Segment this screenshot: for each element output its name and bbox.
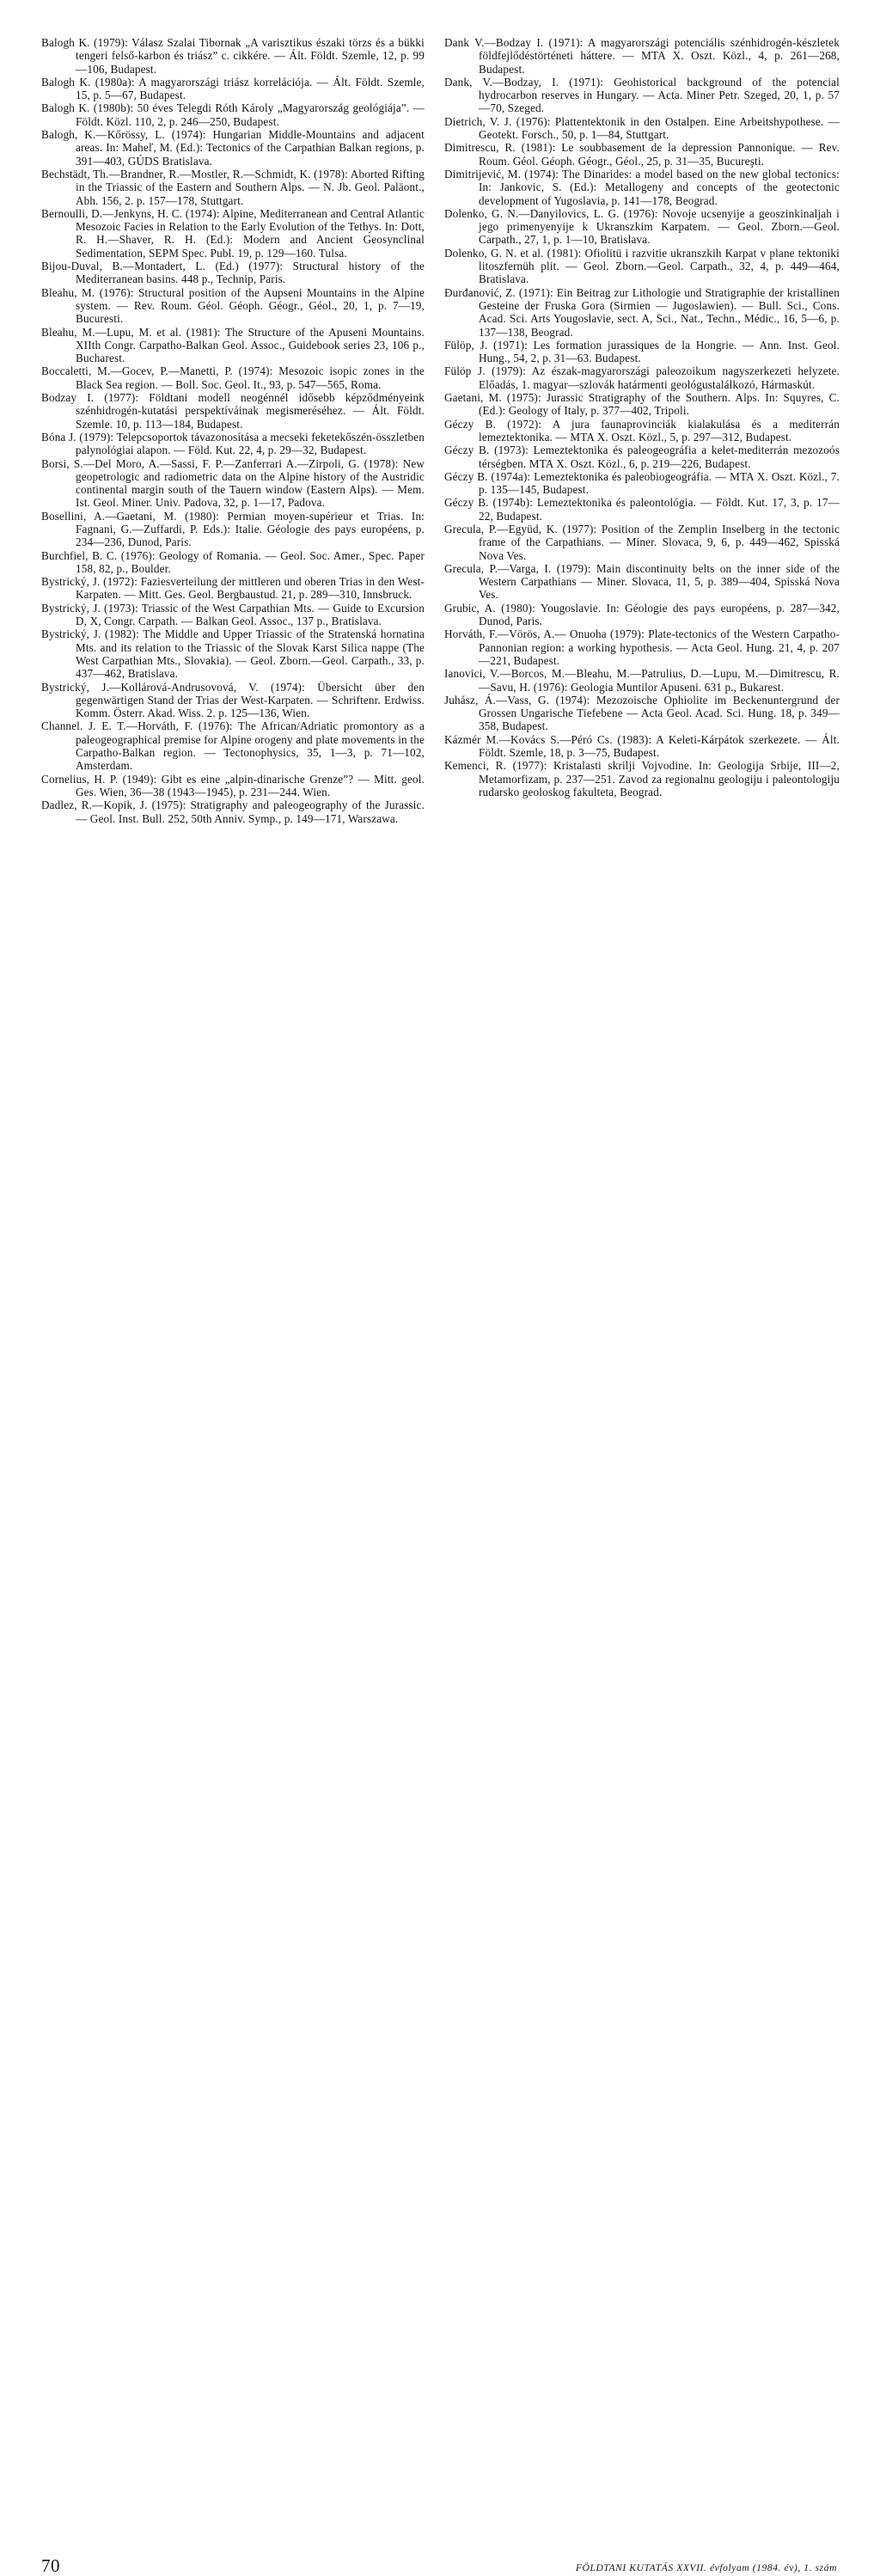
reference-entry: Géczy B. (1974b): Lemeztektonika és paleontológia. — Földt. Kut. 17, 3, p. 17—22, Budapest. bbox=[444, 496, 840, 523]
reference-entry: Kázmér M.—Kovács S.—Péró Cs. (1983): A Keleti-Kárpátok szerkezete. — Ált. Földt. Szemle, 18, p. 3—75, Budapest. bbox=[444, 732, 840, 760]
reference-entry: Bystrický, J. (1982): The Middle and Upper Triassic of the Stratenská hornatina Mts. and its relation to the Triassic of the Slovak Karst Silica nappe (The West Carpathian Mts., Slovakia). — Geol. Zborn.—Geol. Carpath., 33, p. 437—462, Bratislava. bbox=[41, 627, 425, 681]
reference-entry: Dank, V.—Bodzay, I. (1971): Geohistorical background of the potencial hydrocarbon reserves in Hungary. — Acta. Miner Petr. Szeged, 20, 1, p. 57—70, Szeged. bbox=[444, 75, 840, 115]
page-footer bbox=[0, 1264, 880, 2576]
reference-entry: Boccaletti, M.—Gocev, P.—Manetti, P. (1974): Mesozoic isopic zones in the Black Sea region. — Boll. Soc. Geol. It., 93, p. 547—565, Roma. bbox=[41, 364, 425, 391]
reference-entry: Horváth, F.—Vörös, A.— Onuoha (1979): Plate-tectonics of the Western Carpatho-Pannonian region: a working hypothesis. — Acta Geol. Hung. 21, 4, p. 207—221, Budapest. bbox=[444, 627, 840, 667]
reference-entry: Balogh, K.—Kőrössy, L. (1974): Hungarian Middle-Mountains and adjacent areas. In: Maheľ, M. (Ed.): Tectonics of the Carpathian Balkan regions, p. 391—403, GÚDS Bratislava. bbox=[41, 128, 425, 168]
journal-citation: FÖLDTANI KUTATÁS XXVII. évfolyam (1984. év), 1. szám bbox=[575, 2563, 837, 2573]
reference-entry: Fülöp J. (1979): Az észak-magyarországi paleozoikum nagyszerkezeti helyzete. Előadás, 1. magyar—szlovák határmenti geológustalálkozó, Hármaskút. bbox=[444, 364, 840, 391]
reference-entry: Bijou-Duval, B.—Montadert, L. (Ed.) (1977): Structural history of the Mediterranean basins. 448 p., Technip, Paris. bbox=[41, 260, 425, 286]
reference-entry: Bystrický, J.—Kollárová-Andrusovová, V. (1974): Übersicht über den gegenwärtigen Stand der Trias der West-Karpaten. — Schriftenr. Erdwiss. Komm. Österr. Akad. Wiss. 2. p. 125—136, Wien. bbox=[41, 680, 425, 720]
reference-entry: Bodzay I. (1977): Földtani modell neogénnél idősebb képződményeink szénhidrogén-kutatási perspektíváinak megismeréséhez. — Ált. Földt. Szemle. 10, p. 113—184, Budapest. bbox=[41, 391, 425, 431]
reference-entry: Fülöp, J. (1971): Les formation jurassiques de la Hongrie. — Ann. Inst. Geol. Hung., 54, 2, p. 31—63. Budapest. bbox=[444, 338, 840, 365]
reference-entry: Dietrich, V. J. (1976): Plattentektonik in den Ostalpen. Eine Arbeitshypothese. — Geotekt. Forsch., 50, p. 1—84, Stuttgart. bbox=[444, 114, 840, 142]
reference-entry: Dank V.—Bodzay I. (1971): A magyarországi potenciális szénhidrogén-készletek földfejlődéstörténeti háttere. — MTA X. Oszt. Közl., 4, p. 261—268, Budapest. bbox=[444, 36, 840, 76]
reference-entry: Dimitrijević, M. (1974): The Dinarides: a model based on the new global tectonics: In: Jankovic, S. (Ed.): Metallogeny and concepts of the geotectonic development of Yugoslavia, p. 141—178, Beograd. bbox=[444, 167, 840, 207]
reference-entry: Dadlez, R.—Kopik, J. (1975): Stratigraphy and paleogeography of the Jurassic. — Geol. Inst. Bull. 252, 50th Anniv. Symp., p. 149—171, Warszawa. bbox=[41, 798, 425, 825]
reference-entry: Bosellini, A.—Gaetani, M. (1980): Permian moyen-supérieur et Trias. In: Fagnani, G.—Zuffardi, P. Eds.): Italie. Géologie des pays européens, p. 234—236, Dunod, Paris. bbox=[41, 509, 425, 549]
reference-entry: Channel. J. E. T.—Horváth, F. (1976): The African/Adriatic promontory as a paleogeographical premise for Alpine orogeny and plate movements in the Carpatho-Balkan region. — Tectonophysics, 35, 1—3, p. 71—102, Amsterdam. bbox=[41, 719, 425, 773]
reference-entry: Bechstädt, Th.—Brandner, R.—Mostler, R.—Schmidt, K. (1978): Aborted Rifting in the Triassic of the Eastern and Southern Alps. — N. Jb. Geol. Paläont., Abh. 156, 2. p. 157—178, Stuttgart. bbox=[41, 167, 425, 207]
reference-entry: Grecula, P.—Varga, I. (1979): Main discontinuity belts on the inner side of the Western Carpathians — Miner. Slovaca, 11, 5, p. 389—404, Spisská Nova Ves. bbox=[444, 561, 840, 602]
reference-entry: Géczy B. (1974a): Lemeztektonika és paleobiogeográfia. — MTA X. Oszt. Közl., 7. p. 135—145, Budapest. bbox=[444, 469, 840, 497]
reference-entry: Burchfiel, B. C. (1976): Geology of Romania. — Geol. Soc. Amer., Spec. Paper 158, 82, p., Boulder. bbox=[41, 548, 425, 575]
reference-entry: Dolenko, G. N.—Danyilovics, L. G. (1976): Novoje ucsenyije a geoszinkinaljah i jego primenyenyije k Ukranszkim Karpatem. — Geol. Zborn.—Geol. Carpath., 27, 1, p. 1—10, Bratislava. bbox=[444, 206, 840, 247]
reference-entry: Bystrický, J. (1972): Faziesverteilung der mittleren und oberen Trias in den West-Karpaten. — Mitt. Ges. Geol. Bergbaustud. 21, p. 289—310, Innsbruck. bbox=[41, 575, 425, 602]
reference-entry: Ianovici, V.—Borcos, M.—Bleahu, M.—Patrulius, D.—Lupu, M.—Dimitrescu, R.—Savu, H. (1976): Geologia Muntilor Apuseni. 631 p., Bukarest. bbox=[444, 667, 840, 694]
left-column bbox=[41, 36, 425, 825]
reference-entry: Bleahu, M.—Lupu, M. et al. (1981): The Structure of the Apuseni Mountains. XIIth Congr. Carpatho-Balkan Geol. Assoc., Guidebook series 23, 106 p., Bucharest. bbox=[41, 325, 425, 365]
reference-entry: Bleahu, M. (1976): Structural position of the Aupseni Mountains in the Alpine system. — Rev. Roum. Géol. Géoph. Géogr., Géol., 20, 1, p. 7—19, Bucuresti. bbox=[41, 285, 425, 326]
reference-entry: Bystrický, J. (1973): Triassic of the West Carpathian Mts. — Guide to Excursion D, X, Congr. Carpath. — Balkan Geol. Assoc., 137 p., Bratislava. bbox=[41, 601, 425, 628]
reference-entry: Géczy B. (1972): A jura faunaprovinciák kialakulása és a mediterrán lemeztektonika. — MTA X. Oszt. Közl., 5, p. 297—312, Budapest. bbox=[444, 417, 840, 444]
reference-entry: Grecula, P.—Együd, K. (1977): Position of the Zemplin Inselberg in the tectonic frame of the Carpathians. — Miner. Slovaca, 9, 6, p. 449—462, Spisská Nova Ves. bbox=[444, 522, 840, 562]
reference-entry: Đurđanović, Z. (1971): Ein Beitrag zur Lithologie und Stratigraphie der kristallinen Gesteine der Fruska Gora (Sirmien — Jugoslawien). — Bull. Sci., Cons. Acad. Sci. Arts Yougoslavie, sect. A, Sci., Nat., Techn., Médic., 16, 5—6, p. 137—138, Beograd. bbox=[444, 285, 840, 339]
reference-entry: Balogh K. (1980a): A magyarországi triász korrelációja. — Ált. Földt. Szemle, 15, p. 5—67, Budapest. bbox=[41, 75, 425, 102]
reference-entry: Dimitrescu, R. (1981): Le soubbasement de la depression Pannonique. — Rev. Roum. Géol. Géoph. Géogr., Géol., 25, p. 31—35, Bucureşti. bbox=[444, 141, 840, 168]
reference-entry: Cornelius, H. P. (1949): Gibt es eine „alpin-dinarische Grenze”? — Mitt. geol. Ges. Wien, 36—38 (1943—1945), p. 231—244. Wien. bbox=[41, 772, 425, 798]
reference-entry: Dolenko, G. N. et al. (1981): Ofiolitü i razvitie ukranszkih Karpat v plane tektoniki litoszfernüh plit. — Geol. Zborn.—Geol. Carpath., 32, 4, p. 449—464, Bratislava. bbox=[444, 246, 840, 286]
reference-entry: Géczy B. (1973): Lemeztektonika és paleogeográfia a kelet-mediterrán mezozoós térségben. MTA X. Oszt. Közl., 6, p. 219—226, Budapest. bbox=[444, 444, 840, 470]
reference-entry: Bóna J. (1979): Telepcsoportok távazonosítása a mecseki feketekőszén-összletben palynológiai alapon. — Föld. Kut. 22, 4, p. 29—32, Budapest. bbox=[41, 430, 425, 457]
right-column bbox=[444, 36, 840, 798]
reference-entry: Borsi, S.—Del Moro, A.—Sassi, F. P.—Zanferrari A.—Zirpoli, G. (1978): New geopetrologic and radiometric data on the Alpine history of the Austridic continental margin south of the Tauern window (Eastern Alps). — Mem. Ist. Geol. Miner. Univ. Padova, 32, p. 1—17, Padova. bbox=[41, 456, 425, 510]
reference-entry: Grubic, A. (1980): Yougoslavie. In: Géologie des pays européens, p. 287—342, Dunod, Paris. bbox=[444, 601, 840, 628]
reference-entry: Balogh K. (1979): Válasz Szalai Tibornak „A varisztikus északi törzs és a bükki tengeri felső-karbon és triász” c. cikkére. — Ált. Földt. Szemle, 12, p. 99—106, Budapest. bbox=[41, 36, 425, 76]
page-number: 70 bbox=[41, 2555, 60, 2576]
reference-entry: Kemenci, R. (1977): Kristalasti skrilji Vojvodine. In: Geologija Srbije, III—2, Metamorfizam, p. 237—251. Zavod za regionalnu geologiju i paleontologiju rudarsko geoloskog fakulteta, Beograd. bbox=[444, 759, 840, 798]
reference-entry: Balogh K. (1980b): 50 éves Telegdi Róth Károly „Magyarország geológiája”. — Földt. Közl. 110, 2, p. 246—250, Budapest. bbox=[41, 101, 425, 128]
reference-entry: Bernoulli, D.—Jenkyns, H. C. (1974): Alpine, Mediterranean and Central Atlantic Mesozoic Facies in Relation to the Early Evolution of the Tethys. In: Dott, R. H.—Shaver, R. H. (Ed.): Modern and Ancient Geosynclinal Sedimentation, SEPM Spec. Publ. 19, p. 129—160. Tulsa. bbox=[41, 206, 425, 260]
reference-entry: Gaetani, M. (1975): Jurassic Stratigraphy of the Southern. Alps. In: Squyres, C. (Ed.): Geology of Italy, p. 377—402, Tripoli. bbox=[444, 391, 840, 418]
reference-entry: Juhász, Á.—Vass, G. (1974): Mezozoische Ophiolite im Beckenuntergrund der Grossen Ungarische Tiefebene — Acta Geol. Acad. Sci. Hung. 18, p. 349—358, Budapest. bbox=[444, 693, 840, 733]
